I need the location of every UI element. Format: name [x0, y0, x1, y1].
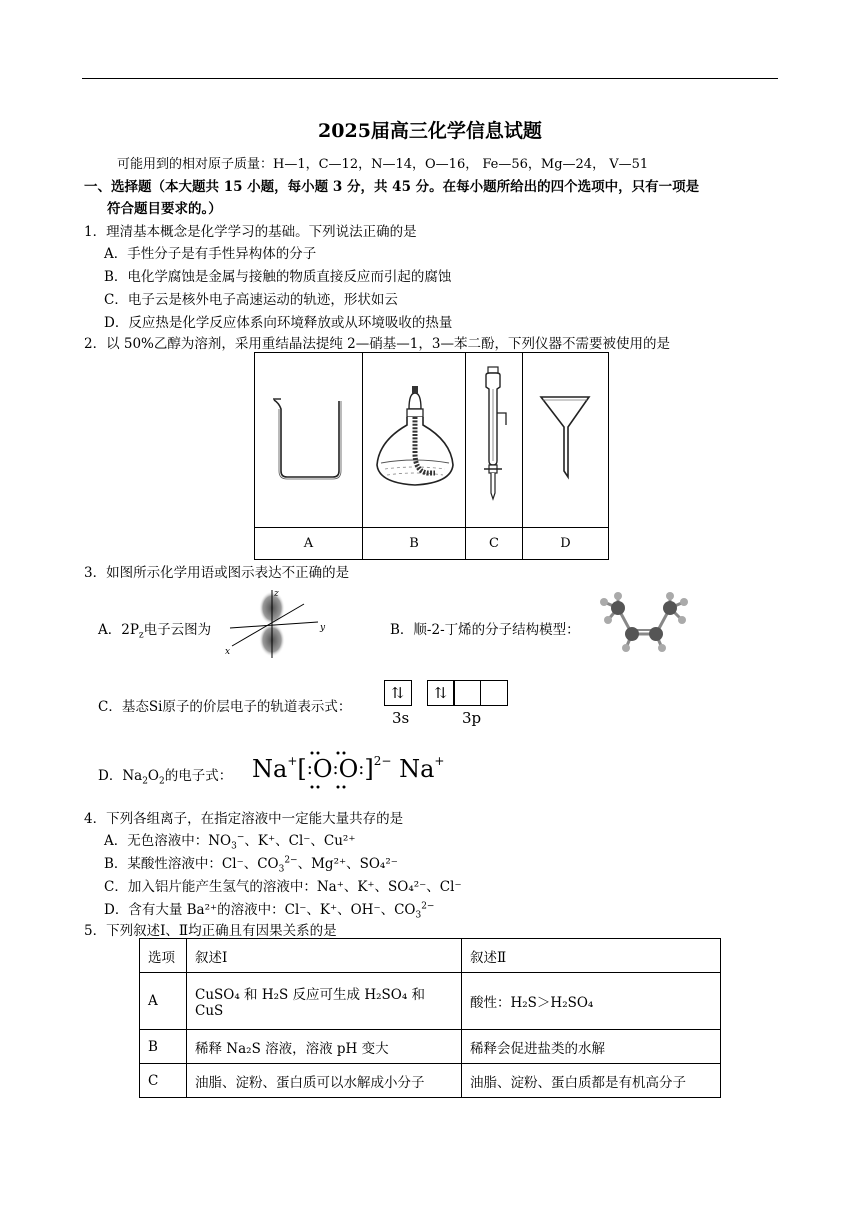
- table-header-statement-2: 叙述Ⅱ: [462, 939, 721, 973]
- row-statement-2: 稀释会促进盐类的水解: [462, 1030, 721, 1064]
- alcohol-lamp-cell: [363, 353, 466, 528]
- beaker-cell: [255, 353, 363, 528]
- q3-a-sub: z: [138, 630, 144, 641]
- q4-d-sup: 2−: [421, 901, 435, 912]
- header-rule: [82, 78, 778, 79]
- orbital-3p-box-3: [480, 680, 508, 706]
- na-left: Na: [252, 755, 288, 783]
- na-left-charge: +: [287, 754, 298, 768]
- q4-option-d: [104, 898, 434, 921]
- table-header-row: [140, 939, 721, 973]
- q3-option-d: [98, 764, 232, 787]
- q4-stem: 4．下列各组离子，在指定溶液中一定能大量共存的是: [84, 811, 404, 827]
- table-row: [140, 1030, 721, 1064]
- q3-d-sub2: 2: [159, 776, 165, 787]
- q3-d-tail: 的电子式：: [164, 768, 233, 784]
- section-heading-cont: 符合题目要求的。）: [107, 201, 222, 217]
- q3-d-label: D．Na: [98, 768, 143, 784]
- na-right: Na: [399, 755, 435, 783]
- q4-b-sub: 3: [278, 864, 285, 875]
- q5-table: [139, 938, 721, 1098]
- q1-option-c: C．电子云是核外电子高速运动的轨迹，形状如云: [104, 292, 398, 308]
- orbital-3p-box-2: [453, 680, 481, 706]
- q3-d-sub1: 2: [142, 776, 148, 787]
- q3-option-b: B．顺-2-丁烯的分子结构模型：: [390, 622, 580, 638]
- funnel-icon: [523, 353, 608, 523]
- funnel-cell: [523, 353, 609, 528]
- q4-b-text: B．某酸性溶液中：Cl⁻、CO: [104, 856, 279, 872]
- q4-option-b: [104, 852, 398, 875]
- table-header-option: 选项: [140, 939, 187, 973]
- q3-a-tail: 电子云图为: [143, 622, 212, 638]
- q4-a-tail: 、K⁺、Cl⁻、Cu²⁺: [244, 833, 356, 849]
- q4-b-sup: 2−: [284, 855, 298, 866]
- q1-option-d: D．反应热是化学反应体系向环境释放或从环境吸收的热量: [104, 315, 453, 331]
- alcohol-lamp-icon: [363, 353, 465, 523]
- q4-a-sub: 3: [231, 841, 237, 852]
- oxygen-2: O: [338, 755, 359, 783]
- row-statement-2: 酸性：H₂S＞H₂SO₄: [462, 973, 721, 1030]
- axis-x-label: x: [225, 647, 231, 657]
- row-statement-2: 油脂、淀粉、蛋白质都是有机高分子: [462, 1064, 721, 1098]
- q5-stem: 5．下列叙述Ⅰ、Ⅱ均正确且有因果关系的是: [84, 923, 337, 939]
- table-row: [140, 973, 721, 1030]
- q3-option-c: C．基态Si原子的价层电子的轨道表示式：: [98, 699, 352, 715]
- section-heading: 一、选择题（本大题共 15 小题，每小题 3 分，共 45 分。在每小题所给出的四个选项中，只有一项是: [84, 179, 700, 195]
- apparatus-label-b: B: [363, 528, 466, 560]
- beaker-icon: [255, 353, 362, 523]
- atomic-masses: 可能用到的相对原子质量：H—1，C—12，N—14，O—16， Fe—56，Mg—24， V—51: [117, 157, 649, 172]
- q4-option-a: [104, 829, 355, 852]
- q4-a-text: A．无色溶液中：NO: [104, 833, 232, 849]
- q4-d-text: D．含有大量 Ba²⁺的溶液中：Cl⁻、K⁺、OH⁻、CO: [104, 902, 416, 918]
- separatory-funnel-icon: [466, 353, 522, 523]
- table-row: [140, 1064, 721, 1098]
- q4-a-sup: −: [236, 832, 245, 843]
- q2-stem: 2．以 50%乙醇为溶剂，采用重结晶法提纯 2—硝基—1，3—苯二酚，下列仪器不需要被使用的是: [84, 336, 670, 352]
- peroxide-charge: 2−: [373, 754, 392, 768]
- row-statement-1: 油脂、淀粉、蛋白质可以水解成小分子: [187, 1064, 462, 1098]
- orbital-3s-box: ⇅: [384, 680, 412, 706]
- apparatus-label-a: A: [255, 528, 363, 560]
- orbital-3p-boxes: [428, 680, 508, 706]
- row-option: A: [140, 973, 187, 1030]
- row-option: B: [140, 1030, 187, 1064]
- q1-option-a: A．手性分子是有手性异构体的分子: [104, 246, 317, 262]
- page-title: 2025届高三化学信息试题: [318, 120, 542, 142]
- q4-option-c: C．加入铝片能产生氢气的溶液中：Na⁺、K⁺、SO₄²⁻、Cl⁻: [104, 879, 462, 895]
- na-right-charge: +: [434, 754, 445, 768]
- apparatus-label-c: C: [466, 528, 523, 560]
- q1-option-b: B．电化学腐蚀是金属与接触的物质直接反应而引起的腐蚀: [104, 269, 452, 285]
- q3-stem: 3．如图所示化学用语或图示表达不正确的是: [84, 565, 350, 581]
- pz-orbital-icon: [222, 588, 332, 660]
- apparatus-table: [254, 352, 609, 560]
- row-option: C: [140, 1064, 187, 1098]
- apparatus-label-d: D: [523, 528, 609, 560]
- orbital-3p-box-1: ⇅: [427, 680, 455, 706]
- table-header-statement-1: 叙述Ⅰ: [187, 939, 462, 973]
- axis-y-label: y: [320, 623, 326, 633]
- separatory-funnel-cell: [466, 353, 523, 528]
- na2o2-electron-formula: Na+[:O:O:]$^{2-}$ Na+: [252, 754, 445, 783]
- q4-b-tail: 、Mg²⁺、SO₄²⁻: [297, 856, 398, 872]
- q3-a-label: A．2P: [98, 622, 139, 638]
- orbital-3p-label: 3p: [462, 709, 482, 727]
- q4-d-sub: 3: [415, 910, 422, 921]
- lone-pair-dots: [300, 749, 380, 791]
- cis-2-butene-model-icon: [596, 592, 694, 656]
- q3-option-a: [98, 618, 211, 641]
- axis-z-label: z: [274, 589, 279, 599]
- row-statement-1: CuSO₄ 和 H₂S 反应可生成 H₂SO₄ 和 CuS: [187, 973, 462, 1030]
- q3-d-o: O: [147, 768, 159, 784]
- q1-stem: 1．理清基本概念是化学学习的基础。下列说法正确的是: [84, 224, 417, 240]
- row-statement-1: 稀释 Na₂S 溶液，溶液 pH 变大: [187, 1030, 462, 1064]
- orbital-3s-label: 3s: [392, 709, 410, 727]
- orbital-diagram: [385, 680, 412, 706]
- oxygen-1: O: [312, 755, 333, 783]
